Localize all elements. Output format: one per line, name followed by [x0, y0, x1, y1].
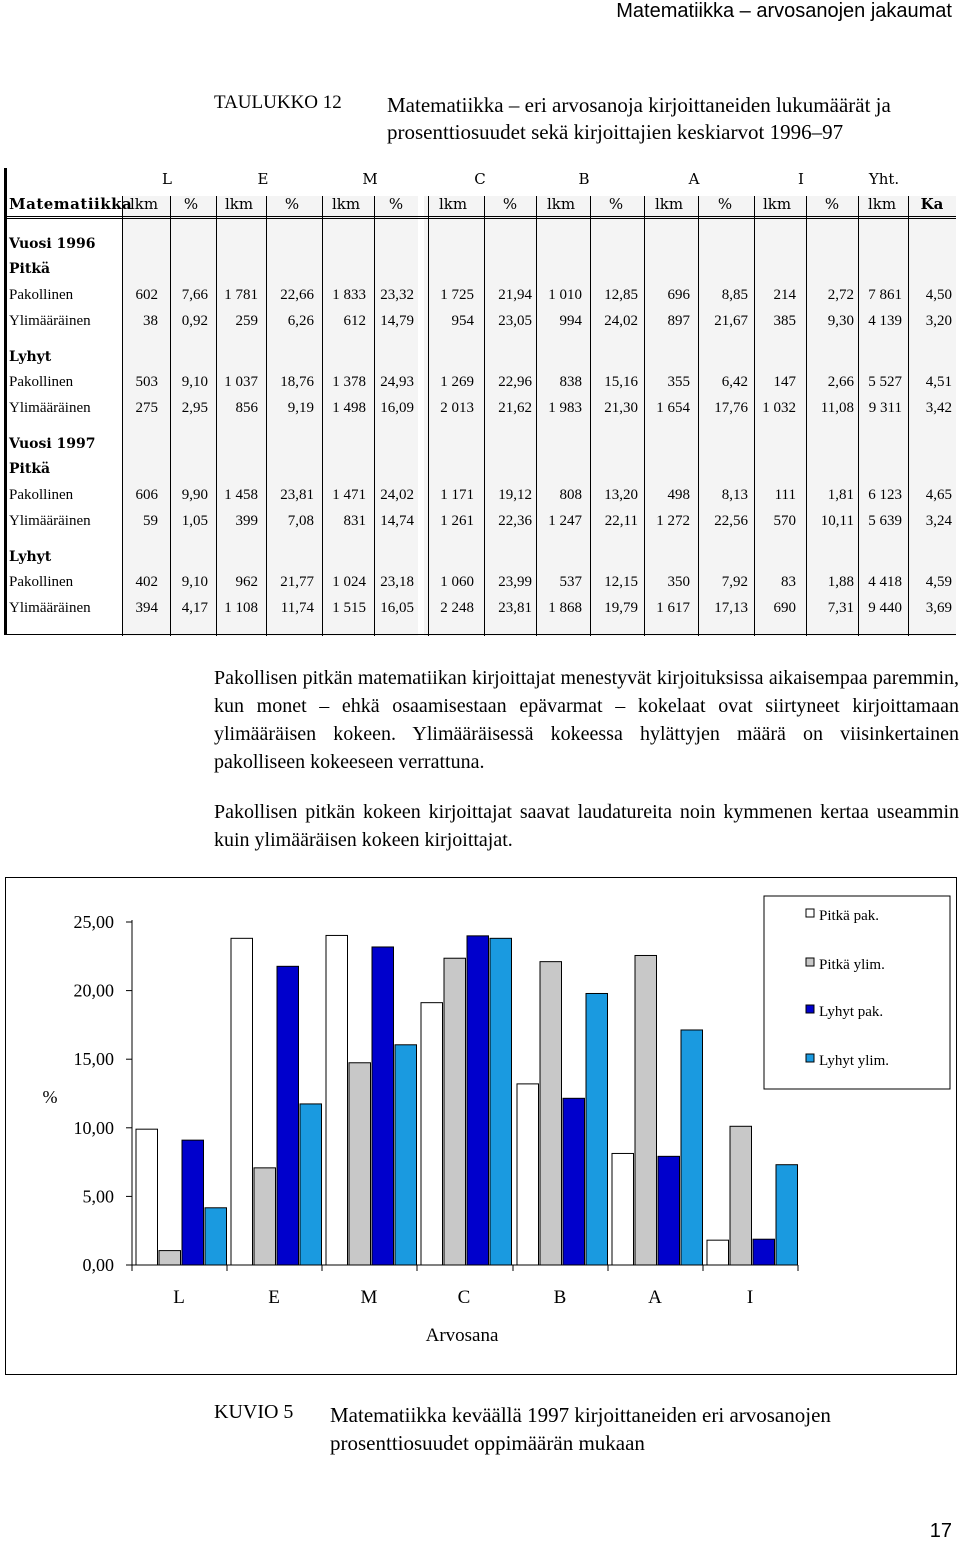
grade-header-B: B	[578, 170, 590, 188]
table-cell: 8,85	[721, 287, 748, 303]
table-cell: 355	[667, 374, 690, 390]
sub-header: lkm	[546, 195, 576, 213]
grade-table	[4, 168, 956, 636]
x-tick-label: M	[360, 1287, 378, 1308]
grade-header-I: I	[798, 170, 804, 188]
page-number: 17	[929, 1520, 952, 1542]
row-label: Pakollinen	[9, 574, 74, 590]
grade-header-A: A	[688, 170, 700, 188]
x-axis-label: Arvosana	[425, 1325, 499, 1346]
x-tick-label: C	[457, 1287, 471, 1308]
y-tick-label: 10,00	[73, 1117, 114, 1138]
sub-header: %	[717, 195, 733, 213]
grade-header-C: C	[474, 170, 486, 188]
table-cell: 838	[559, 374, 582, 390]
table-cell: 402	[135, 574, 158, 590]
x-tick-label: I	[746, 1287, 754, 1308]
y-tick-label: 0,00	[82, 1255, 114, 1275]
bar-I-1	[707, 1240, 729, 1265]
bar-B-3	[563, 1098, 585, 1265]
table-cell: 14,79	[380, 313, 414, 329]
table-cell: 399	[235, 513, 258, 529]
table-cell: 6,26	[287, 313, 314, 329]
table-cell: 7,31	[827, 600, 854, 616]
table-label: TAULUKKO 12	[214, 92, 342, 113]
table-cell: 1 471	[332, 487, 366, 503]
table-cell: 954	[451, 313, 474, 329]
x-tick-label: E	[268, 1287, 280, 1308]
table-cell: 696	[667, 287, 690, 303]
legend-swatch	[806, 1005, 814, 1013]
table-cell: 9,90	[181, 487, 208, 503]
table-cell: 537	[559, 574, 582, 590]
table-cell: 1 654	[656, 400, 690, 416]
table-cell: 1 171	[440, 487, 474, 503]
bar-C-2	[444, 958, 466, 1265]
table-cell: 3,69	[925, 600, 952, 616]
bar-E-3	[277, 966, 299, 1265]
grade-header-Yht.: Yht.	[868, 170, 900, 188]
legend-label: Pitkä pak.	[819, 908, 879, 924]
table-cell: 21,62	[498, 400, 532, 416]
table-cell: 7,92	[721, 574, 748, 590]
table-cell: 23,99	[498, 574, 532, 590]
table-cell: 9 311	[868, 400, 902, 416]
paragraph-2: Pakollisen pitkän kokeen kirjoittajat saavat laudatureita noin kymmenen kertaa useammin kuin ylimääräisen kokeen kirjoittajat.	[214, 801, 959, 851]
row-label: Vuosi 1997	[9, 436, 96, 452]
table-cell: 9,19	[287, 400, 314, 416]
table-cell: 1 498	[332, 400, 366, 416]
table-cell: 1 378	[332, 374, 366, 390]
table-cell: 503	[135, 374, 158, 390]
bar-E-1	[231, 938, 253, 1265]
table-title: Matematiikka – eri arvosanoja kirjoittaneiden lukumäärät ja prosenttiosuudet sekä kirjoittajien keskiarvot 1996–97	[387, 93, 891, 144]
bar-E-2	[254, 1168, 276, 1265]
sub-header: %	[502, 195, 518, 213]
table-cell: 1,88	[827, 574, 854, 590]
table-cell: 856	[235, 400, 258, 416]
subject-header: Matematiikka	[9, 195, 133, 213]
table-cell: 24,02	[604, 313, 638, 329]
sub-header: lkm	[438, 195, 468, 213]
table-cell: 7,08	[287, 513, 314, 529]
table-cell: 1 108	[224, 600, 258, 616]
row-label: Ylimääräinen	[9, 513, 91, 529]
table-cell: 690	[773, 600, 796, 616]
table-cell: 22,36	[498, 513, 532, 529]
table-cell: 21,30	[604, 400, 638, 416]
table-cell: 498	[667, 487, 690, 503]
bar-B-4	[586, 993, 608, 1265]
bar-L-1	[136, 1129, 158, 1265]
paragraph-1: Pakollisen pitkän matematiikan kirjoittajat menestyvät kirjoituksissa aikaisempaa paremmin, kun monet – ehkä osaamisestaan epävarmat – kokelaat ovat siirtyneet kirjoittamaan ylimääräisen kokeen. Ylimääräisessä kokeessa hylättyjen määrä on viisinkertainen pakolliseen kokeeseen verrattuna.	[214, 667, 959, 773]
bottom-rule	[4, 634, 956, 635]
table-cell: 9,30	[827, 313, 854, 329]
table-cell: 15,16	[604, 374, 638, 390]
sub-header: %	[284, 195, 300, 213]
table-cell: 994	[559, 313, 582, 329]
bar-M-1	[326, 935, 348, 1265]
table-cell: 24,02	[380, 487, 414, 503]
table-cell: 2 248	[440, 600, 474, 616]
x-tick-label: A	[648, 1287, 662, 1308]
row-label: Pakollinen	[9, 487, 74, 503]
table-cell: 4,59	[925, 574, 952, 590]
table-cell: 394	[135, 600, 158, 616]
table-cell: 10,11	[820, 513, 854, 529]
table-cell: 59	[143, 513, 158, 529]
y-axis-label: %	[42, 1087, 58, 1107]
sub-header: %	[183, 195, 199, 213]
table-cell: 23,81	[280, 487, 314, 503]
table-cell: 1 024	[332, 574, 366, 590]
table-cell: 1 725	[440, 287, 474, 303]
table-cell: 9 440	[868, 600, 902, 616]
table-cell: 18,76	[280, 374, 314, 390]
table-cell: 3,20	[925, 313, 952, 329]
sub-header: lkm	[331, 195, 361, 213]
table-cell: 3,24	[925, 513, 952, 529]
table-cell: 4,50	[925, 287, 952, 303]
grade-header-E: E	[257, 170, 269, 188]
table-cell: 214	[773, 287, 796, 303]
sub-header: %	[388, 195, 404, 213]
row-label: Ylimääräinen	[9, 313, 91, 329]
sub-header: lkm	[867, 195, 897, 213]
table-cell: 1 515	[332, 600, 366, 616]
table-cell: 5 527	[868, 374, 902, 390]
table-cell: 4,17	[181, 600, 208, 616]
bar-A-4	[681, 1030, 703, 1265]
row-label: Pitkä	[9, 461, 51, 477]
figure-title: Matematiikka keväällä 1997 kirjoittaneiden eri arvosanojen prosenttiosuudet oppimäärän mukaan	[330, 1403, 831, 1455]
row-label: Pakollinen	[9, 287, 74, 303]
sub-header: lkm	[224, 195, 254, 213]
sub-header: lkm	[129, 195, 159, 213]
table-cell: 1 261	[440, 513, 474, 529]
table-cell: 111	[774, 487, 796, 503]
table-cell: 13,20	[604, 487, 638, 503]
table-cell: 3,42	[925, 400, 952, 416]
header-rule	[4, 218, 956, 219]
table-cell: 1 247	[548, 513, 582, 529]
table-cell: 21,77	[280, 574, 314, 590]
bar-L-4	[205, 1208, 227, 1265]
table-cell: 21,94	[498, 287, 532, 303]
table-cell: 5 639	[868, 513, 902, 529]
table-cell: 4,51	[925, 374, 952, 390]
bar-I-3	[753, 1239, 775, 1265]
sub-header: lkm	[762, 195, 792, 213]
row-label: Ylimääräinen	[9, 400, 91, 416]
bar-B-2	[540, 962, 562, 1265]
table-cell: 897	[667, 313, 690, 329]
table-cell: 12,15	[604, 574, 638, 590]
table-cell: 2 013	[440, 400, 474, 416]
sub-header: lkm	[654, 195, 684, 213]
x-tick-label: B	[553, 1287, 567, 1308]
table-cell: 602	[135, 287, 158, 303]
table-cell: 1 868	[548, 600, 582, 616]
bar-C-4	[490, 938, 512, 1265]
table-cell: 0,92	[181, 313, 208, 329]
table-cell: 147	[773, 374, 796, 390]
table-cell: 1 272	[656, 513, 690, 529]
table-cell: 1 833	[332, 287, 366, 303]
table-cell: 23,05	[498, 313, 532, 329]
table-cell: 1,05	[181, 513, 208, 529]
table-cell: 7,66	[181, 287, 208, 303]
table-cell: 2,72	[827, 287, 854, 303]
table-cell: 385	[773, 313, 796, 329]
table-cell: 23,18	[380, 574, 414, 590]
legend-label: Lyhyt ylim.	[819, 1053, 890, 1069]
row-label: Pakollinen	[9, 374, 74, 390]
table-cell: 6 123	[868, 487, 902, 503]
table-cell: 12,85	[604, 287, 638, 303]
legend-swatch	[806, 958, 814, 966]
table-cell: 22,96	[498, 374, 532, 390]
legend-label: Pitkä ylim.	[819, 957, 885, 973]
bar-A-1	[612, 1153, 634, 1265]
table-cell: 4 418	[868, 574, 902, 590]
table-cell: 14,74	[380, 513, 414, 529]
bar-L-2	[159, 1251, 181, 1265]
table-cell: 83	[781, 574, 796, 590]
table-cell: 1 032	[762, 400, 796, 416]
table-cell: 17,76	[714, 400, 748, 416]
table-cell: 19,79	[604, 600, 638, 616]
table-cell: 1 269	[440, 374, 474, 390]
table-cell: 9,10	[181, 574, 208, 590]
table-cell: 1 060	[440, 574, 474, 590]
table-cell: 606	[135, 487, 158, 503]
legend-label: Lyhyt pak.	[819, 1004, 884, 1020]
table-left-border	[4, 168, 7, 634]
y-tick-label: 25,00	[73, 912, 114, 932]
bar-chart	[5, 877, 957, 1375]
x-tick-label: L	[173, 1287, 185, 1308]
table-cell: 16,09	[380, 400, 414, 416]
bar-C-3	[467, 936, 489, 1265]
bar-E-4	[300, 1104, 322, 1265]
table-cell: 9,10	[181, 374, 208, 390]
table-cell: 22,66	[280, 287, 314, 303]
bar-L-3	[182, 1140, 204, 1265]
table-cell: 1 037	[224, 374, 258, 390]
table-cell: 275	[135, 400, 158, 416]
grade-header-M: M	[362, 170, 378, 188]
table-cell: 23,81	[498, 600, 532, 616]
table-cell: 22,56	[714, 513, 748, 529]
table-cell: 23,32	[380, 287, 414, 303]
table-cell: 24,93	[380, 374, 414, 390]
table-cell: 4,65	[925, 487, 952, 503]
table-cell: 19,12	[498, 487, 532, 503]
table-cell: 38	[143, 313, 158, 329]
table-cell: 1 781	[224, 287, 258, 303]
row-label: Vuosi 1996	[9, 236, 96, 252]
table-cell: 831	[343, 513, 366, 529]
bar-M-4	[395, 1045, 417, 1265]
sub-header: Ka	[920, 195, 944, 213]
table-cell: 11,74	[280, 600, 314, 616]
table-cell: 1,81	[827, 487, 854, 503]
sub-header: %	[824, 195, 840, 213]
table-cell: 21,67	[714, 313, 748, 329]
y-tick-label: 15,00	[73, 1049, 114, 1070]
grade-header-L: L	[162, 170, 172, 188]
bar-C-1	[421, 1003, 443, 1265]
table-cell: 1 010	[548, 287, 582, 303]
bar-M-2	[349, 1063, 371, 1265]
table-cell: 2,95	[181, 400, 208, 416]
table-cell: 4 139	[868, 313, 902, 329]
figure-label: KUVIO 5	[214, 1401, 294, 1423]
table-cell: 22,11	[604, 513, 638, 529]
table-cell: 11,08	[820, 400, 854, 416]
table-cell: 570	[773, 513, 796, 529]
table-cell: 259	[235, 313, 258, 329]
table-cell: 16,05	[380, 600, 414, 616]
row-label: Lyhyt	[9, 549, 52, 565]
table-cell: 350	[667, 574, 690, 590]
page-header: Matematiikka – arvosanojen jakaumat	[616, 0, 952, 22]
sub-header: %	[608, 195, 624, 213]
bar-A-2	[635, 955, 657, 1265]
y-tick-label: 20,00	[73, 980, 114, 1001]
table-cell: 6,42	[721, 374, 748, 390]
row-label: Pitkä	[9, 261, 51, 277]
table-cell: 8,13	[721, 487, 748, 503]
header-rule	[4, 216, 956, 217]
row-label: Ylimääräinen	[9, 600, 91, 616]
chart-svg	[6, 878, 956, 1374]
legend-swatch	[806, 909, 814, 917]
bar-I-2	[730, 1126, 752, 1265]
legend-swatch	[806, 1054, 814, 1062]
bar-M-3	[372, 947, 394, 1265]
table-cell: 7 861	[868, 287, 902, 303]
table-cell: 2,66	[827, 374, 854, 390]
table-cell: 612	[343, 313, 366, 329]
bar-B-1	[517, 1084, 539, 1265]
table-cell: 962	[235, 574, 258, 590]
y-tick-label: 5,00	[82, 1186, 114, 1207]
table-cell: 808	[559, 487, 582, 503]
row-label: Lyhyt	[9, 349, 52, 365]
bar-I-4	[776, 1165, 798, 1265]
bar-A-3	[658, 1156, 680, 1265]
table-cell: 1 617	[656, 600, 690, 616]
table-cell: 17,13	[714, 600, 748, 616]
table-cell: 1 458	[224, 487, 258, 503]
table-cell: 1 983	[548, 400, 582, 416]
